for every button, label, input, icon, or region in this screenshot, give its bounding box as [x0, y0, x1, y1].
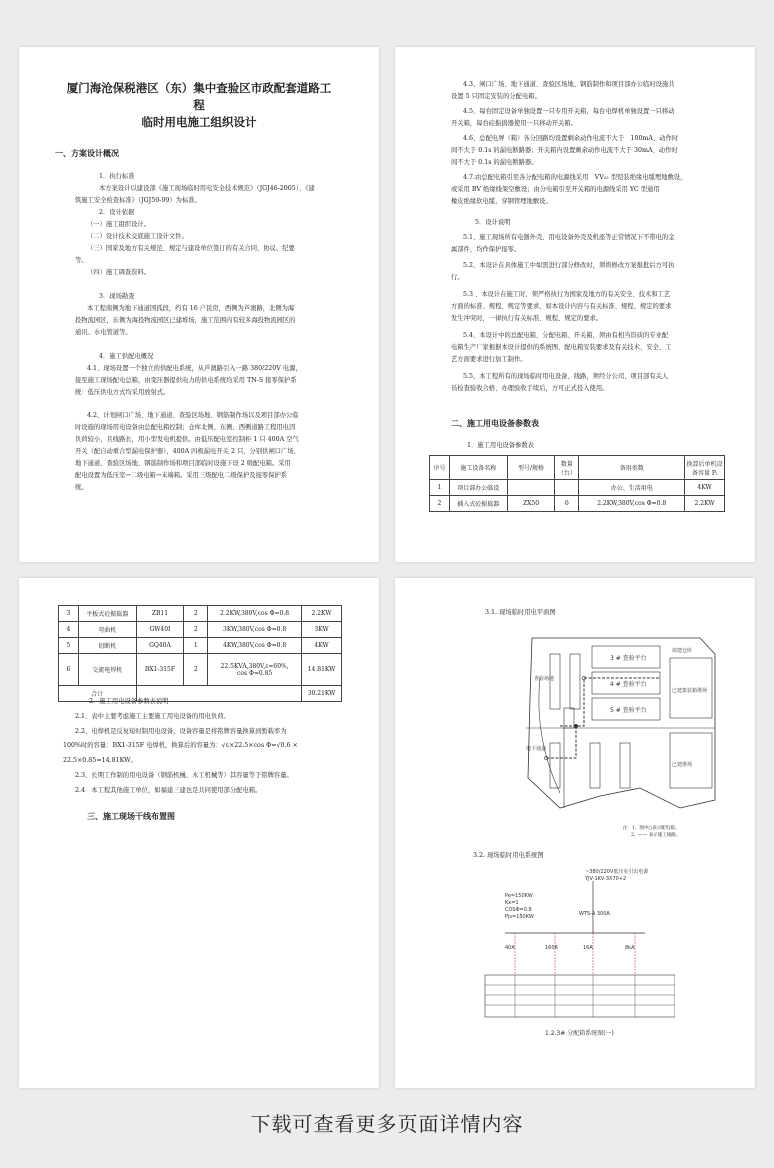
table-header: 施工设备名称	[449, 456, 507, 480]
paragraph-line: 4.2、计划闸口广场、地下通道、查验区场地、钢筋制作场以及项目部办公临	[87, 412, 299, 419]
paragraph-line: 100%时的容量：BX1-315F 电焊机，换算后的容量为：√ε×22.5×cos Φ=√0.6 ×	[63, 742, 298, 749]
paragraph-line: 5.3 、本设计在施工时，须严格执行为国家及地方的有关安全、技术和工艺	[463, 291, 671, 298]
document-title	[59, 80, 339, 131]
table-cell: 2	[184, 654, 208, 686]
table-cell: 1	[184, 638, 208, 654]
table-cell: ZB11	[136, 606, 184, 622]
paragraph-line: 间不大于 0.1s 的漏电断路器。	[451, 159, 538, 166]
paragraph-line: 2.4 本工程其他施工单位，如福建三建也是共同使用部分配电箱。	[75, 787, 262, 794]
yard-block-2	[670, 733, 712, 788]
paragraph-line: 负荷较小，且线路长，用小型发电机提供。由低压配电室控制柜 1 只 400A 空气	[75, 436, 299, 443]
table-cell: GQ40A	[136, 638, 184, 654]
subheading: 4．施工供配电概况	[99, 353, 154, 360]
paragraph-line: 属部件，均作保护接零。	[451, 246, 521, 253]
table-header: 换算后单机设备容量 Pᵢ	[685, 456, 725, 480]
paragraph-line: 员检查验收合格、办理验收手续后，方可正式投入使用。	[451, 385, 609, 392]
paragraph-line: 4.1、现场设置一个独立的供配电系统，从芦澳路引入一路 380/220V 电源，	[87, 365, 302, 372]
table-header: 备用参数	[579, 456, 685, 480]
section-heading-2: 二、施工用电设备参数表	[451, 419, 539, 428]
subheading: 2．设计依据	[99, 209, 135, 216]
paragraph-line: 5.4、本设计中的总配电箱、分配电箱、开关箱，须由有相当资质的专业配	[463, 332, 669, 339]
table-cell: 办公、生活用电	[579, 480, 685, 496]
system-label: WTS-A 300A	[579, 911, 610, 917]
paragraph-line: 本工程南侧为地下通道国孤段，约有 16 户民房，西侧为芦澳路，北侧为海	[87, 305, 295, 312]
paragraph-line: 4.5、每台固定设备单独设置一只专用开关箱，每台电焊机单独设置一只移动	[463, 108, 675, 115]
table-cell: ZX50	[507, 496, 555, 512]
subheading: 1．执行标准	[99, 173, 135, 180]
table-cell: 交流电焊机	[78, 654, 136, 686]
paragraph-line: 22.5×0.85=14.81KW。	[63, 757, 137, 764]
paragraph-line: （二）设计技术交底施工设计文件。	[87, 233, 188, 240]
title-line-3: 临时用电施工组织设计	[141, 115, 257, 129]
paragraph-line: 筑施工安全检查标准》（JGJ59-99）为标准。	[75, 197, 201, 204]
plan-label: 查验场地	[534, 676, 555, 682]
table-cell: 2	[430, 496, 450, 512]
plan-label: 拟建仓库	[672, 648, 693, 654]
paragraph-line: 地下通道、查验区场地、钢筋制作场和项目部临时设施下设 2 级配电箱。采用	[75, 460, 291, 467]
table-row	[430, 480, 725, 496]
system-table	[485, 975, 675, 1017]
table-cell: 1	[430, 480, 450, 496]
paragraph-line: 橡皮绝缘软电缆，穿钢管埋地敷设。	[451, 198, 552, 205]
table-cell: 2.2KW	[302, 606, 342, 622]
table-cell: 3	[59, 606, 79, 622]
table-cell: GW40I	[136, 622, 184, 638]
plan-label: 4 # 查验平台	[610, 681, 647, 688]
table-cell: 插入式砼振捣器	[449, 496, 507, 512]
table-cell: 弯曲机	[78, 622, 136, 638]
figure-caption: 3.2. 现场临时用电系统图	[473, 852, 544, 859]
paragraph-line: 设置 5 只固定安装的分配电箱。	[451, 93, 541, 100]
paragraph-line: （三）国家及地方有关规范、规定与建设单位签订的有关合同、协议、纪要	[87, 245, 295, 252]
title-line-1: 厦门海沧保税港区（东）集中查验区市政配套道路工	[66, 81, 332, 95]
system-label: COSΦ=0.8	[505, 907, 532, 913]
equipment-table-continued	[58, 605, 342, 702]
table-cell: 2.2KW,380V,cos Φ=0.8	[208, 606, 302, 622]
table-cell: 2	[184, 606, 208, 622]
table-cell: 切断机	[78, 638, 136, 654]
plan-legend: 注：1、图中○表示配电箱。	[623, 826, 680, 831]
paragraph-line: 投物流园区，东侧为海投物流园区已建堆场，施工范围内有较多海投物流园区的	[75, 317, 296, 324]
table-cell	[555, 480, 579, 496]
paragraph-line: 5.2、本设计在具体施工中如需进行部分修改时，须将修改方案报批后方可执	[463, 262, 675, 269]
table-cell: BX1-315F	[136, 654, 184, 686]
paragraph-line: 接至施工现场配电总箱，由变压器提供电力的供电系统均采用 TN-S 接零保护系	[75, 377, 297, 384]
document-page-1	[19, 47, 379, 562]
paragraph-line: 统：低压供电方式均采用放射式。	[75, 389, 170, 396]
system-label: YJV-1KV-3X70+2	[585, 876, 627, 882]
paragraph-line: 开关（配自动重合型漏电保护器），400A 四极漏电开关 2 只，分别供闸口广场、	[75, 448, 300, 455]
system-caption: 1.2.3# 分配箱系统图(一)	[545, 1030, 614, 1037]
subheading: 2．施工用电设备参数表说明	[89, 698, 169, 705]
paragraph-line: 统。	[75, 484, 88, 491]
table-cell: 项目部办公临设	[449, 480, 507, 496]
document-page-4	[395, 578, 755, 1088]
table-cell: 2	[184, 622, 208, 638]
download-more-banner[interactable]: 下载可查看更多页面详情内容	[250, 1112, 524, 1136]
document-page-2	[395, 47, 755, 562]
section-heading-3: 三、施工现场干线布置图	[87, 812, 175, 821]
table-cell: 4KW,380V,cos Φ=0.8	[208, 638, 302, 654]
system-label: 8kA	[625, 945, 635, 951]
table-cell: 2.2KW	[685, 496, 725, 512]
total-value: 30.21KW	[302, 686, 342, 702]
cell-line: cos Φ=0.85	[236, 669, 273, 677]
paragraph-line: 电箱生产厂家根据本设计提供的系统图、配电箱安装要求及有关技术、安全、工	[451, 344, 672, 351]
title-line-2: 程	[193, 98, 205, 112]
table-cell: 14.81KW	[302, 654, 342, 686]
paragraph-line: 艺方面要求进行加工制作。	[451, 356, 527, 363]
paragraph-line: 本方案设计以建设部《施工现场临时用电安全技术规范》（JGJ46-2005）、《建	[99, 185, 315, 192]
table-cell: 4	[59, 622, 79, 638]
table-header-row	[430, 456, 725, 480]
system-label: 40A	[505, 945, 515, 951]
total-label: 合计	[59, 686, 137, 702]
table-row	[59, 654, 342, 686]
table-row	[430, 496, 725, 512]
subheading: 5．设计说明	[475, 219, 511, 226]
table-cell: 2.2KW,380V,cos Φ=0.8	[579, 496, 685, 512]
paragraph-line: 间不大于 0.1s 的漏电断路器；开关箱内设置剩余动作电流不大于 30mA、动作时	[451, 147, 678, 154]
site-plan-drawing	[520, 618, 720, 818]
paragraph-line: （一）施工组织设计。	[87, 221, 150, 228]
table-cell: 平板式砼振捣器	[78, 606, 136, 622]
figure-caption: 3.1. 现场临时用电平面图	[485, 609, 556, 616]
paragraph-line: 或采用 BV 绝缘线架空敷设；由分电箱引至开关箱的电源线采用 YC 型通用	[451, 186, 660, 193]
system-label: 16A	[583, 945, 593, 951]
paragraph-line: 5.5、本工程所有的现场临时用电设备、线路，须经分公司、项目部有关人	[463, 373, 669, 380]
table-header: 型号/规格	[507, 456, 555, 480]
plan-label: 5 # 查验平台	[610, 707, 647, 714]
paragraph-line: 2.2、电焊机是反复短时制用电设备，设备容量是将铭牌容量换算到暂载率为	[75, 728, 287, 735]
paragraph-line: 时设施的现场用电设备由总配电箱控制；仓库北侧、东侧、西侧道路工程用电因	[75, 424, 296, 431]
equipment-table	[429, 455, 725, 512]
table-cell: 6	[555, 496, 579, 512]
table-row	[59, 606, 342, 622]
table-cell: 4KW	[302, 638, 342, 654]
table-cell: 3KW,380V,cos Φ=0.8	[208, 622, 302, 638]
paragraph-line: 4.6、总配电屏（箱）各分回路均设置剩余动作电流不大于 100mA、动作时	[463, 135, 679, 142]
system-label: Pjs=150KW	[505, 914, 534, 920]
paragraph-line: 2.3、长期工作制的用电设备（钢筋机械、木工机械等）其容量等于铭牌容量。	[75, 772, 293, 779]
table-row	[59, 622, 342, 638]
document-page-3	[19, 578, 379, 1088]
paragraph-line: 开关箱，每台砼振捣器使用一只移动开关箱。	[451, 120, 577, 127]
paragraph-line: 行。	[451, 274, 464, 281]
paragraph-line: 4.7.由总配电箱引至各分配电箱的电源线采用 VV₂₂ 型铠装绝缘电缆埋地敷设，	[463, 174, 687, 181]
table-cell	[208, 654, 302, 686]
paragraph-line: 5.1、施工现场所有电器外壳、用电设备外壳及机座等正常情况下不带电的金	[463, 234, 675, 241]
table-header: 序号	[430, 456, 450, 480]
plan-label: 已建堆场	[672, 762, 693, 768]
paragraph-line: 配电设置为低压室→二级电箱→末端箱。采用三级配电二级保护及接零保护系	[75, 472, 288, 479]
table-cell	[507, 480, 555, 496]
paragraph-line: 4.3、闸口广场、地下通道、查验区场地、钢筋制作和项目部办公临时设施共	[463, 81, 675, 88]
table-cell: 3KW	[302, 622, 342, 638]
table-cell: 4KW	[685, 480, 725, 496]
section-heading-1: 一、方案设计概况	[55, 149, 119, 158]
paragraph-line: 等。	[75, 257, 88, 264]
power-system-diagram	[475, 863, 675, 1043]
plan-label: 3 # 查验平台	[610, 655, 647, 662]
paragraph-line: 2.1、表中主要考虑施工主要施工用电设备的用电负荷。	[75, 713, 230, 720]
system-label: Kx=1	[505, 900, 519, 906]
system-label: ~380/220V低压室引出电源	[585, 869, 649, 875]
table-header: 数量（台）	[555, 456, 579, 480]
table-cell: 5	[59, 638, 79, 654]
paragraph-line: 发生冲突时，一律执行有关标准、规程、规定的要求。	[451, 315, 603, 322]
paragraph-line: （四）施工调查资料。	[87, 269, 150, 276]
subheading: 3．现场勘查	[99, 293, 135, 300]
cell-line: 22.5KVA,380V,ε=60%,	[220, 662, 289, 670]
plan-label: 已建集装箱堆场	[672, 688, 708, 694]
table-cell: 6	[59, 654, 79, 686]
plan-label: 地下通道	[526, 746, 547, 752]
paragraph-line: 通讯、水电管道等。	[75, 329, 132, 336]
paragraph-line: 方面的标准、规程、规定等要求，如本设计内容与有关标准、规程、规定的要求	[451, 303, 672, 310]
plan-legend: 2、—— 表示施工线路。	[631, 833, 681, 838]
table-title: 1．施工用电设备参数表	[467, 442, 534, 449]
system-label: 160A	[545, 945, 558, 951]
table-row	[59, 638, 342, 654]
system-label: Pe=150KW	[505, 893, 533, 899]
